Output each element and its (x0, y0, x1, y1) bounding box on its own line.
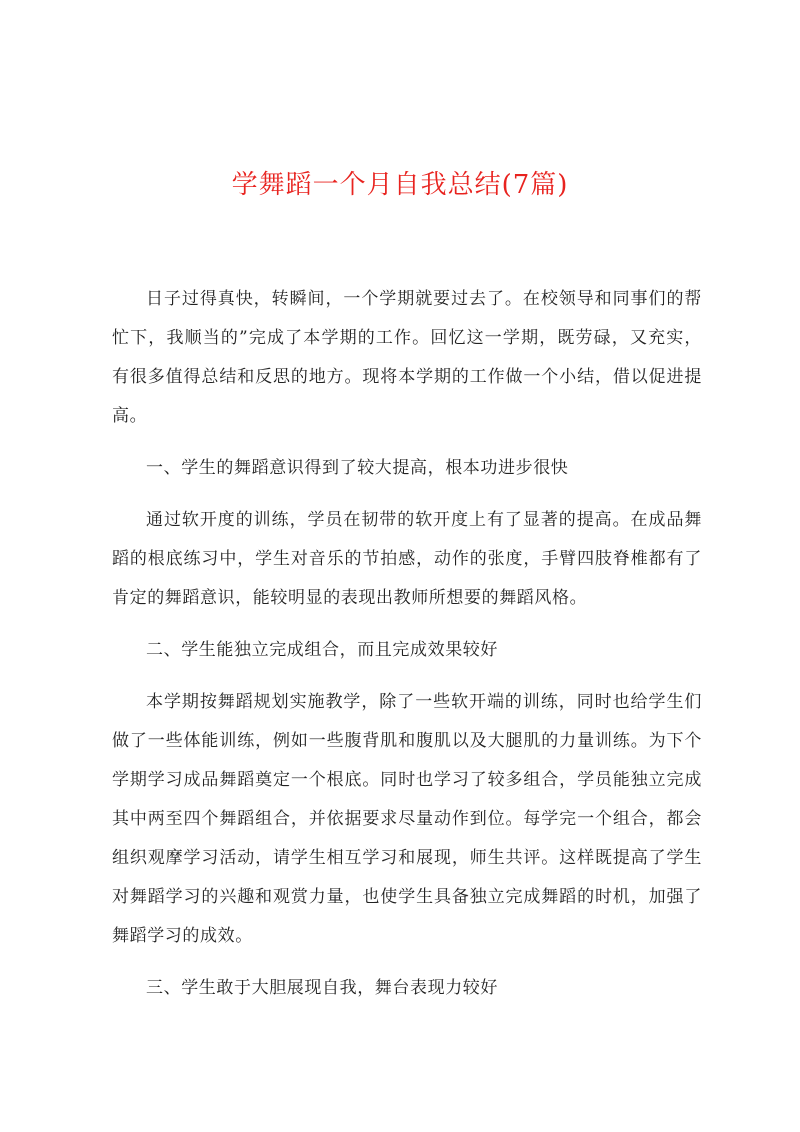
section-1-heading: 一、学生的舞蹈意识得到了较大提高，根本功进步很快 (146, 458, 569, 478)
page-title: 学舞蹈一个月自我总结(7篇) (231, 170, 569, 200)
section-3-heading: 三、学生敢于大胆展现自我，舞台表现力较好 (146, 978, 498, 998)
intro-paragraph: 日子过得真快，转瞬间，一个学期就要过去了。在校领导和同事们的帮忙下，我顺当的”完成了本学期的工作。回忆这一学期，既劳碌，又充实，有很多值得总结和反思的地方。现将本学期的工作做一个小结，借以促进提高。 (112, 289, 702, 426)
section-2-heading: 二、学生能独立完成组合，而且完成效果较好 (146, 640, 498, 660)
document-body (112, 280, 702, 1008)
section-1-body: 通过软开度的训练，学员在韧带的软开度上有了显著的提高。在成品舞蹈的根底练习中，学生对音乐的节拍感，动作的张度，手臂四肢脊椎都有了肯定的舞蹈意识，能较明显的表现出教师所想要的舞蹈风格。 (112, 510, 702, 608)
section-2-body: 本学期按舞蹈规划实施教学，除了一些软开端的训练，同时也给学生们做了一些体能训练，例如一些腹背肌和腹肌以及大腿肌的力量训练。为下个学期学习成品舞蹈奠定一个根底。同时也学习了较多组合，学员能独立完成其中两至四个舞蹈组合，并依据要求尽量动作到位。每学完一个组合，都会组织观摩学习活动，请学生相互学习和展现，师生共评。这样既提高了学生对舞蹈学习的兴趣和观赏力量，也使学生具备独立完成舞蹈的时机，加强了舞蹈学习的成效。 (112, 692, 702, 946)
